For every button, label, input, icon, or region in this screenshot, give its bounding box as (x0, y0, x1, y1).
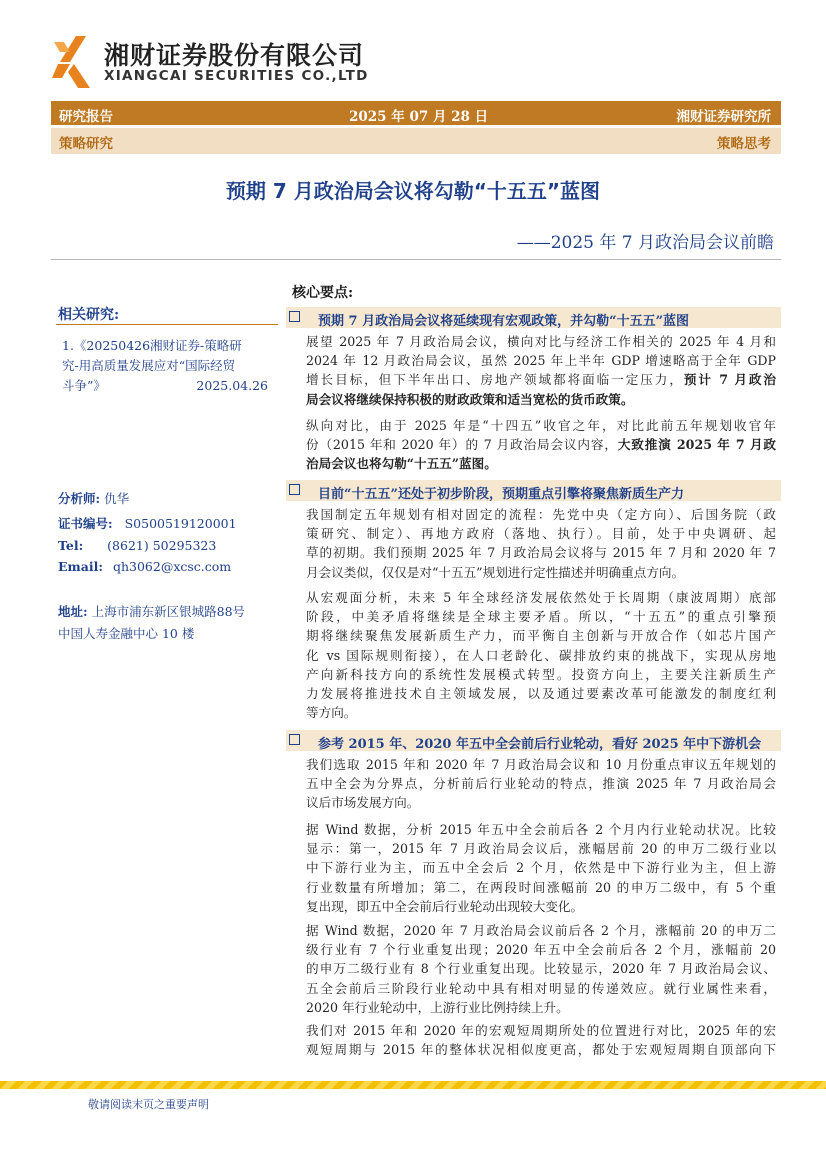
report-subcategory: 策略思考 (717, 136, 771, 152)
section-heading: 参考 2015 年、2020 年五中全会前后行业轮动，看好 2025 年中下游机会 (286, 730, 781, 751)
related-line: 1.《20250426湘财证券-策略研 (62, 338, 242, 353)
address-line: 上海市浦东新区银城路88号 (91, 604, 246, 619)
report-date: 2025 年 07 月 28 日 (349, 109, 489, 125)
cert-info (58, 514, 237, 532)
section-heading: 目前“十五五”还处于初步阶段，预期重点引擎将聚焦新质生产力 (286, 480, 781, 501)
email-label: Email: (58, 559, 103, 574)
related-date: 2025.04.26 (196, 378, 268, 393)
checkbox-bullet-icon (289, 484, 300, 495)
cert-label: 证书编号: (58, 516, 113, 531)
paragraph: 我们对 2015 年和 2020 年的宏观短周期所处的位置进行对比，2025 年的宏 观短周期与 2015 年的整体状况相似度更高，都处于宏观短周期自顶部向下 (306, 1023, 776, 1058)
report-category-bar (51, 128, 781, 154)
report-category: 策略研究 (59, 136, 113, 152)
footer-stripe (0, 1081, 826, 1089)
address-line: 中国人寿金融中心 10 楼 (58, 626, 195, 641)
analyst-name: 仇华 (104, 491, 130, 506)
divider (56, 324, 278, 325)
footer-disclaimer-link[interactable]: 敬请阅读末页之重要声明 (88, 1098, 209, 1111)
page-title: 预期 7 月政治局会议将勾勒“十五五”蓝图 (225, 179, 601, 203)
report-type: 研究报告 (59, 109, 113, 125)
paragraph: 展望 2025 年 7 月政治局会议，横向对比与经济工作相关的 2025 年 4 月和 2024 年 12 月政治局会议，虽然 2025 年上半年 GDP 增速略高于全年 GDP 增长目标，但下半年出口、房地产领域都将面临一定压力，预计 7 月政治 局会议将继续保持积极的财政政策和适当宽松的货币政策。 (306, 334, 776, 407)
company-logo-icon (50, 34, 94, 90)
company-name-cn: 湘财证券股份有限公司 (104, 41, 365, 70)
paragraph: 从宏观面分析，未来 5 年全球经济发展依然处于长周期（康波周期）底部 阶段，中美矛盾将继续是全球主要矛盾。所以，“十五五”的重点引擎预 期将继续聚焦发展新质生产力，而平衡自主创新与开放合作（如芯片国产 化 vs 国际规则衔接），在人口老龄化、碳排放约束的挑战下，实现从房地 产向新科技方向的系统性发展模式转型。投资方向上，主要关注新质生产 力发展将推进技术自主领域发展，以及通过要素改革可能激发的制度红利 等方向。 (306, 590, 776, 721)
cert-value: S0500519120001 (124, 516, 237, 531)
report-info-bar (51, 101, 781, 125)
related-line: 究-用高质量发展应对“国际经贸 (62, 358, 236, 373)
analyst-label: 分析师: (58, 491, 101, 506)
paragraph: 我国制定五年规划有相对固定的流程：先党中央（定方向）、后国务院（政 策研究、制定）、再地方政府（落地、执行）。目前，处于中央调研、起 草的初期。我们预期 2025 年 7 月政治局会议将与 2015 年 7 月和 2020 年 7 月会议类似，仅仅是对“十五五”规划进行定性描述并明确重点方向。 (306, 507, 776, 580)
paragraph: 据 Wind 数据，2020 年 7 月政治局会议前后各 2 个月，涨幅前 20 的申万二 级行业有 7 个行业重复出现；2020 年五中全会前后各 2 个月，涨幅前 20 的申万二级行业有 8 个行业重复出现。比较显示，2020 年 7 月政治局会议、 五全会前后三阶段行业轮动中具有相对明显的传递效应。就行业属性来看， 2020 年行业轮动中，上游行业比例持续上升。 (306, 923, 776, 1015)
analyst-info (58, 489, 129, 507)
related-line: 斗争”》 (62, 378, 106, 393)
email-link[interactable]: qh3062@xcsc.com (112, 559, 232, 574)
company-name-en: XIANGCAI SECURITIES CO.,LTD (104, 68, 369, 84)
paragraph: 我们选取 2015 年和 2020 年 7 月政治局会议和 10 月份重点审议五年规划的 五中全会为分界点，分析前后行业轮动的特点，推演 2025 年 7 月政治局会 议后市场发展方向。 (306, 757, 776, 811)
paragraph: 据 Wind 数据，分析 2015 年五中全会前后各 2 个月内行业轮动状况。比较 显示：第一，2015 年 7 月政治局会议后，涨幅居前 20 的申万二级行业以 中下游行业为主，而五中全会后 2 个月，依然是中下游行业为主，但上游 行业数量有所增加；第二，在两段时间涨幅前 20 的申万二级中，有 5 个重 复出现，即五中全会前后行业轮动出现较大变化。 (306, 822, 776, 914)
institute-name: 湘财证券研究所 (676, 109, 771, 125)
key-points-heading: 核心要点: (292, 285, 354, 301)
paragraph: 纵向对比，由于 2025 年是“十四五”收官之年，对比此前五年规划收官年 份（2015 年和 2020 年）的 7 月政治局会议内容，大致推演 2025 年 7 月政 治局会议也将勾勒“十五五”蓝图。 (306, 418, 776, 472)
tel-label: Tel: (58, 538, 84, 553)
related-research-item[interactable] (62, 336, 268, 396)
email-info (58, 559, 231, 574)
page-subtitle: ——2025 年 7 月政治局会议前瞻 (516, 233, 774, 253)
address-info (58, 602, 245, 620)
address-label: 地址: (58, 604, 88, 619)
tel-value: (8621) 50295323 (107, 538, 217, 553)
checkbox-bullet-icon (289, 734, 300, 745)
section-heading: 预期 7 月政治局会议将延续现有宏观政策，并勾勒“十五五”蓝图 (286, 307, 781, 328)
checkbox-bullet-icon (289, 311, 300, 322)
tel-info (58, 538, 216, 553)
related-research-heading: 相关研究: (58, 307, 120, 323)
divider (51, 259, 781, 260)
